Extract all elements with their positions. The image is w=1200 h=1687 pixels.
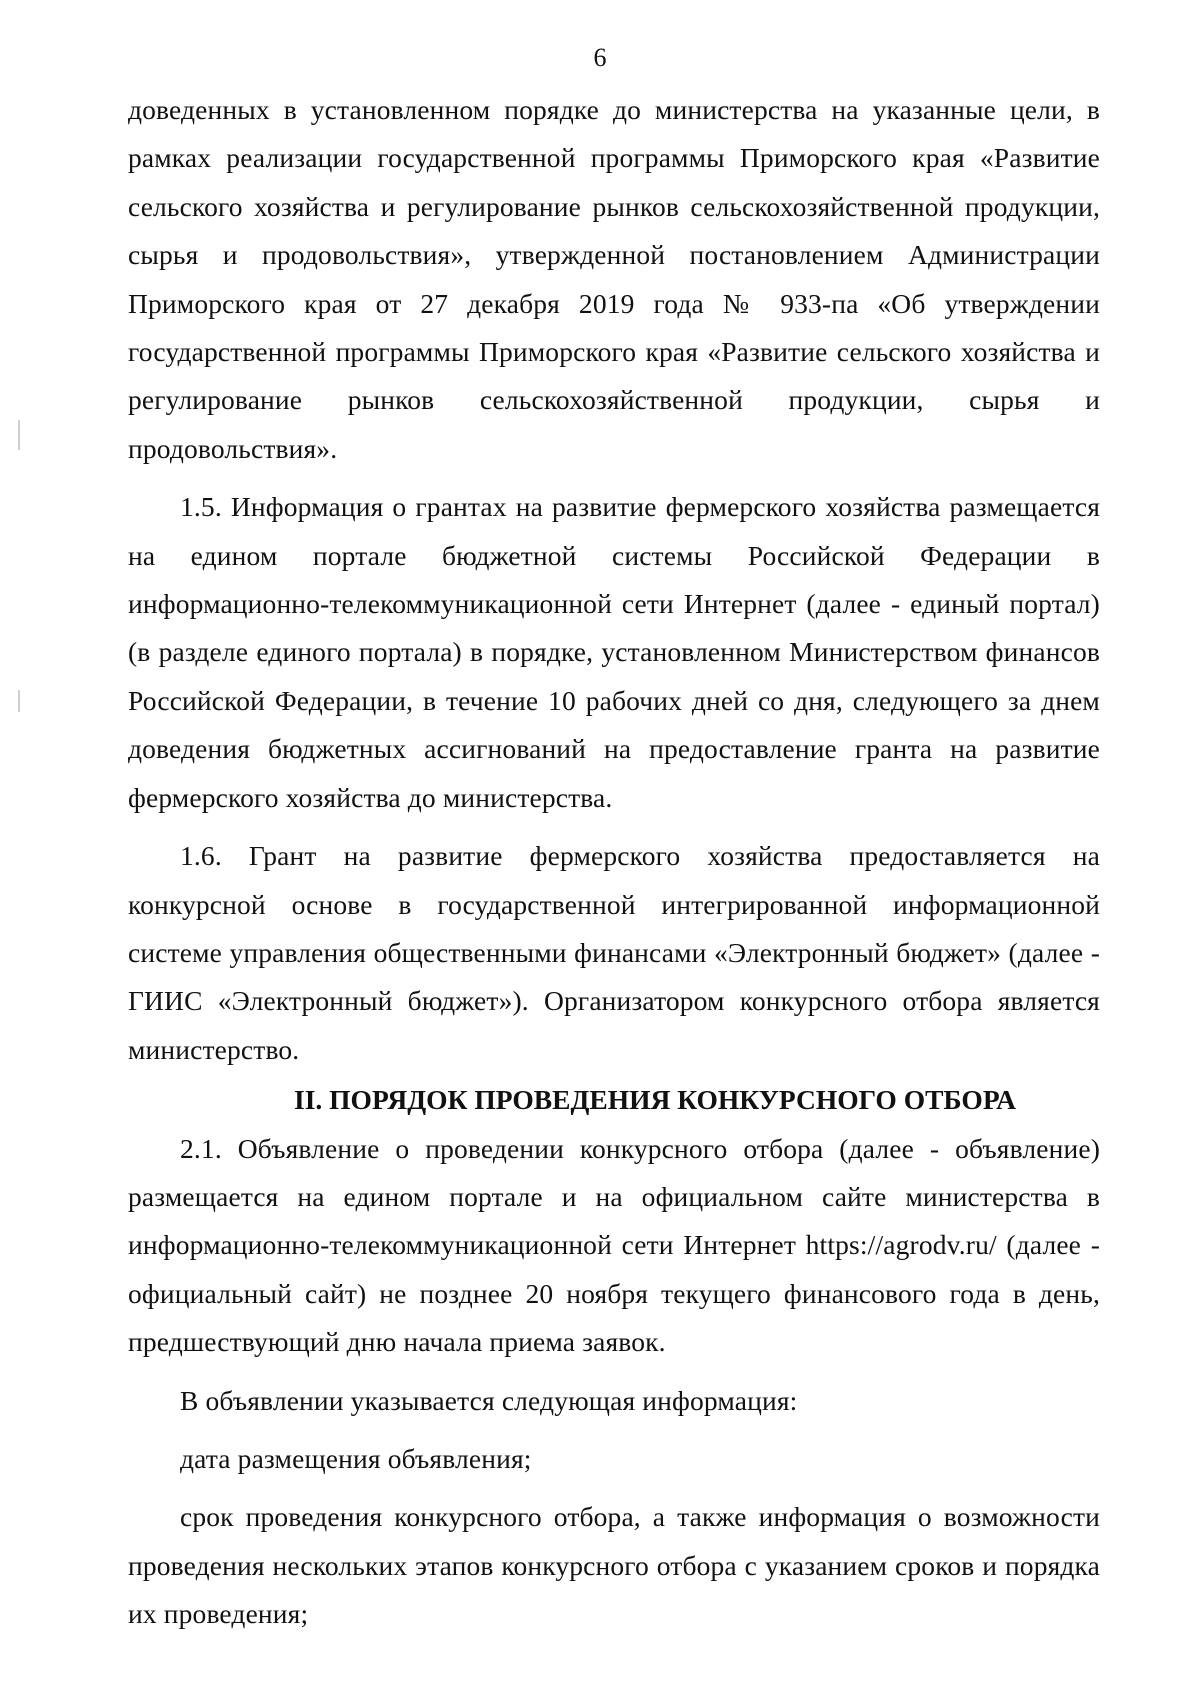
paragraph-continuation: доведенных в установленном порядке до министерства на указанные цели, в рамках реализации государственной программы Приморского края «Развитие сельского хозяйства и регулирование рынков сельскохозяйственной продукции, сырья и продовольствия», утвержденной постановлением Администрации Приморского края от 27 декабря 2019 года № 933-па «Об утверждении государственной программы Приморского края «Развитие сельского хозяйства и регулирование рынков сельскохозяйственной продукции, сырья и продовольствия». — [128, 94, 1100, 464]
paragraph-1-6: 1.6. Грант на развитие фермерского хозяйства предоставляется на конкурсной основе в государственной интегрированной информационной системе управления общественными финансами «Электронный бюджет» (далее - ГИИС «Электронный бюджет»). Организатором конкурсного отбора является министерство. — [128, 840, 1100, 1065]
paragraph-2-1: 2.1. Объявление о проведении конкурсного отбора (далее - объявление) размещается на едином портале и на официальном сайте министерства в информационно-телекоммуникационной сети Интернет https://agrodv.ru/ (далее - официальный сайт) не позднее 20 ноября текущего финансового года в день, предшествующий дню начала приема заявок. — [128, 1132, 1100, 1358]
section-2-heading: II. ПОРЯДОК ПРОВЕДЕНИЯ КОНКУРСНОГО ОТБОРА — [294, 1084, 1016, 1116]
paragraph-1-5: 1.5. Информация о грантах на развитие фермерского хозяйства размещается на едином портале бюджетной системы Российской Федерации в информационно-телекоммуникационной сети Интернет (далее - единый портал) (в разделе единого портала) в порядке, установленном Министерством финансов Российской Федерации, в течение 10 рабочих дней со дня, следующего за днем доведения бюджетных ассигнований на предоставление гранта на развитие фермерского хозяйства до министерства. — [128, 491, 1100, 813]
scan-edge-mark — [18, 420, 20, 450]
scan-edge-mark — [18, 690, 20, 712]
page-number: 6 — [593, 43, 607, 72]
list-item-publication-date: дата размещения объявления; — [180, 1442, 532, 1474]
paragraph-info-intro: В объявлении указывается следующая информация: — [180, 1384, 798, 1416]
document-body — [128, 86, 1100, 1639]
list-item-selection-term: срок проведения конкурсного отбора, а также информация о возможности проведения нескольких этапов конкурсного отбора с указанием сроков и порядка их проведения; — [128, 1501, 1100, 1630]
